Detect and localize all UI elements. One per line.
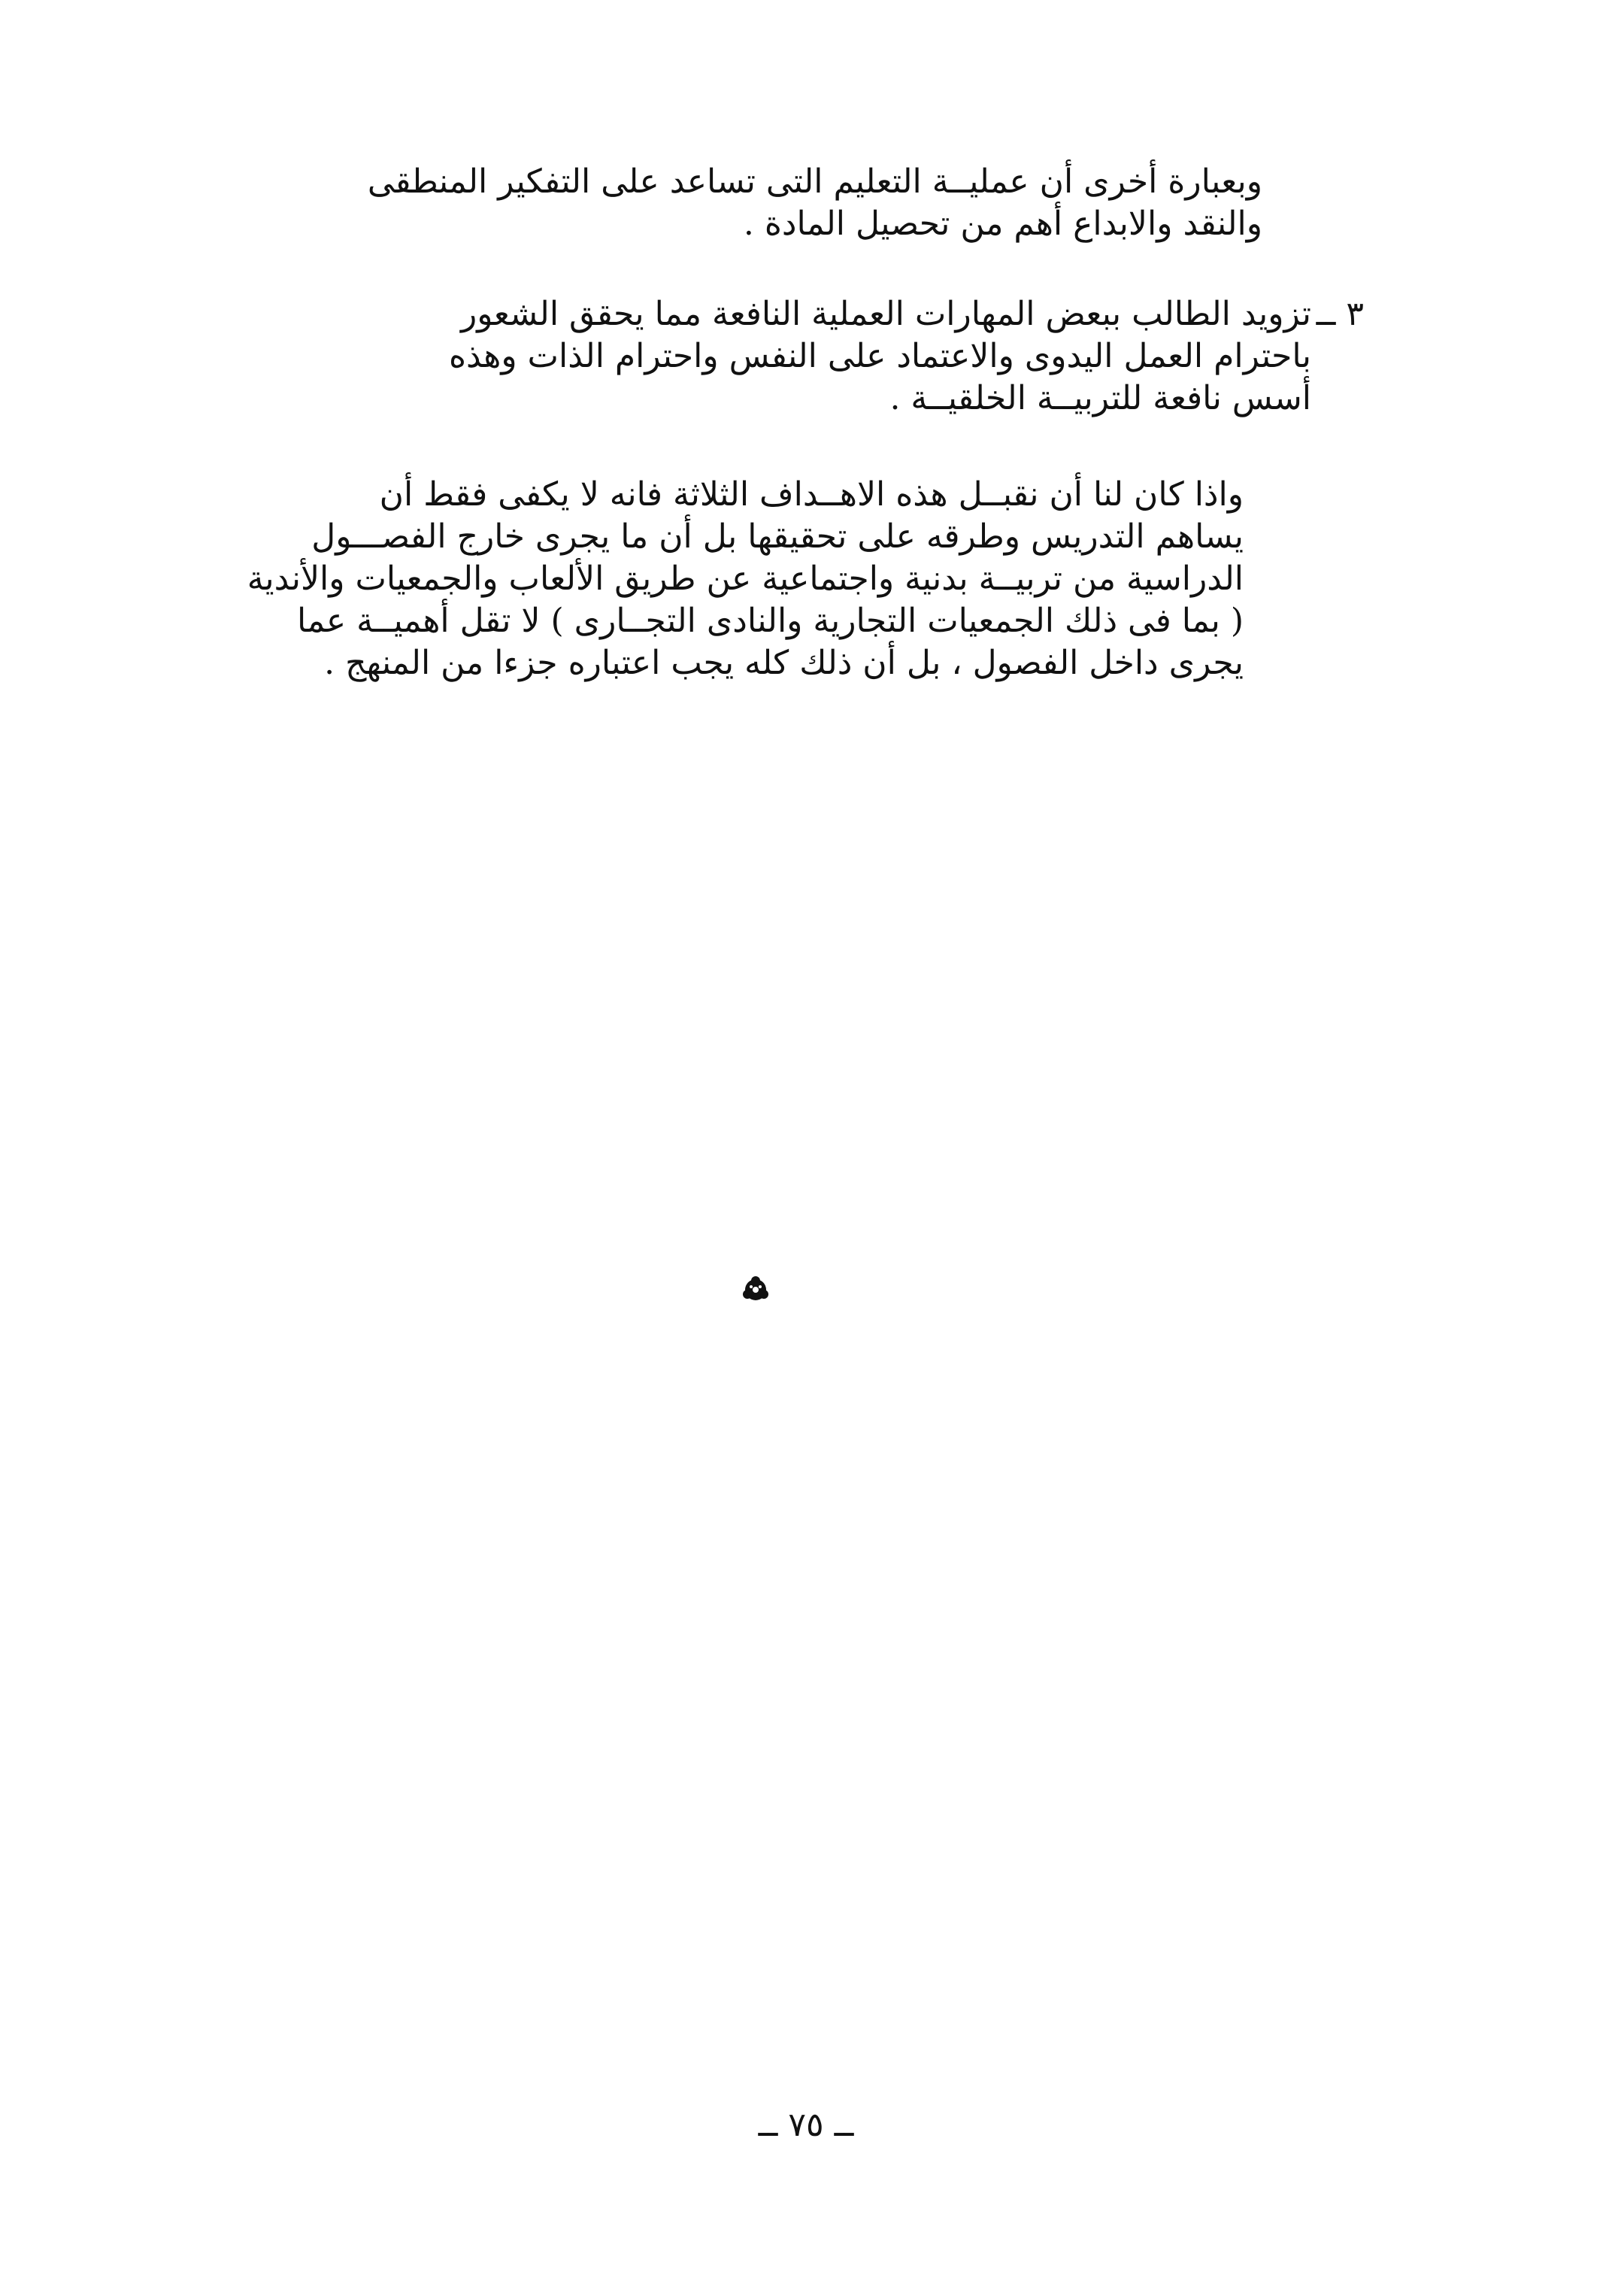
- item-3-line-1: تزويد الطالب ببعض المهارات العملية النافعة مما يحقق الشعور: [460, 295, 1311, 333]
- paragraph-1-line-1: وبعبارة أخرى أن عمليــة التعليم التى تساعد على التفكير المنطقى: [367, 162, 1262, 201]
- paragraph-3-line-2: يساهم التدريس وطرقه على تحقيقها بل أن ما يجرى خارج الفصـــول: [311, 517, 1244, 556]
- floral-ornament-icon: [741, 1275, 771, 1305]
- paragraph-1: [315, 161, 1262, 245]
- page-number: ــ ٧٥ ــ: [758, 2106, 854, 2144]
- paragraph-3-line-4: ( بما فى ذلك الجمعيات التجارية والنادى التجــارى ) لا تقل أهميــة عما: [297, 602, 1244, 640]
- numbered-item-3: [304, 293, 1364, 420]
- paragraph-3-line-1: واذا كان لنا أن نقبــل هذه الاهــداف الثلاثة فانه لا يكفى فقط أن: [379, 475, 1244, 514]
- item-3-line-3: أسس نافعة للتربيــة الخلقيــة .: [889, 379, 1311, 417]
- paragraph-1-line-2: والنقد والابداع أهم من تحصيل المادة .: [743, 205, 1262, 243]
- paragraph-3-line-5: يجرى داخل الفصول ، بل أن ذلك كله يجب اعتباره جزءا من المنهج .: [324, 644, 1244, 682]
- paragraph-3-line-3: الدراسية من تربيــة بدنية واجتماعية عن طريق الألعاب والجمعيات والأندية: [247, 560, 1244, 598]
- item-number: ٣ ــ: [1316, 295, 1364, 333]
- item-3-line-2: باحترام العمل اليدوى والاعتماد على النفس واحترام الذات وهذه: [448, 337, 1311, 375]
- paragraph-3: [247, 474, 1311, 684]
